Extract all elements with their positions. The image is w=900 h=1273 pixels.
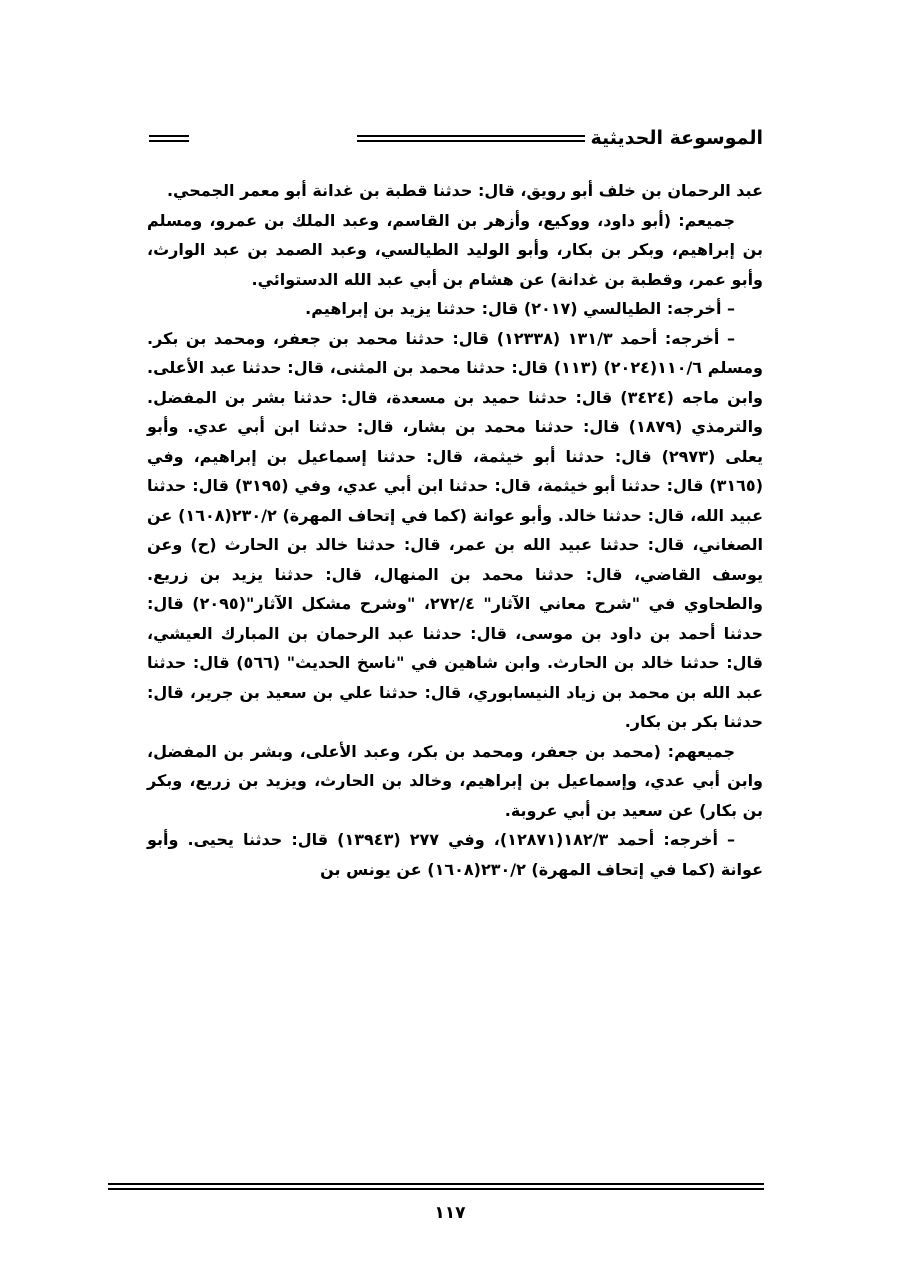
paragraph-4: – أخرجه: أحمد ١٣١/٣ (١٢٣٣٨) قال: حدثنا محمد بن جعفر، ومحمد بن بكر. ومسلم ١١٠/٦(٢٠٢٤) (١١٣) قال: حدثنا محمد بن المثنى، قال: حدثنا عبد الأعلى. وابن ماجه (٣٤٢٤) قال: حدثنا حميد بن مسعدة، قال: حدثنا بشر بن المفضل. والترمذي (١٨٧٩) قال: حدثنا محمد بن بشار، قال: حدثنا ابن أبي عدي. وأبو يعلى (٢٩٧٣) قال: حدثنا أبو خيثمة، قال: حدثنا إسماعيل بن إبراهيم، وفي (٣١٦٥) قال: حدثنا أبو خيثمة، قال: حدثنا ابن أبي عدي، وفي (٣١٩٥) قال: حدثنا عبيد الله، قال: حدثنا خالد. وأبو عوانة (كما في إتحاف المهرة) ٢٣٠/٢(١٦٠٨) عن الصغاني، قال: حدثنا عبيد الله بن عمر، قال: حدثنا خالد بن الحارث (ح) وعن يوسف القاضي، قال: حدثنا محمد بن المنهال، قال: حدثنا يزيد بن زريع. والطحاوي في "شرح معاني الآثار" ٢٧٢/٤، "وشرح مشكل الآثار"(٢٠٩٥) قال: حدثنا أحمد بن داود بن موسى، قال: حدثنا عبد الرحمان بن المبارك العيشي، قال: حدثنا خالد بن الحارث. وابن شاهين في "ناسخ الحديث" (٥٦٦) قال: حدثنا عبد الله بن محمد بن زياد النيسابوري، قال: حدثنا علي بن سعيد بن جرير، قال: حدثنا بكر بن بكار. <box>147 328 764 731</box>
header-title: الموسوعة الحديثية <box>585 126 764 150</box>
footer-rule-lower <box>108 1188 764 1190</box>
paragraph-3: – أخرجه: الطيالسي (٢٠١٧) قال: حدثنا يزيد بن إبراهيم. <box>305 299 735 318</box>
page-number: ١١٧ <box>434 1203 466 1223</box>
header-rule-left-upper <box>149 135 189 137</box>
paragraph-6: – أخرجه: أحمد ١٨٢/٣(١٢٨٧١)، وفي ٢٧٧ (١٣٩٤٣) قال: حدثنا يحيى. وأبو عوانة (كما في إتحاف المهرة) ٢٣٠/٢(١٦٠٨) عن يونس بن <box>147 830 763 879</box>
paragraph-2: جميعم: (أبو داود، ووكيع، وأزهر بن القاسم، وعبد الملك بن عمرو، ومسلم بن إبراهيم، وبكر بن بكار، وأبو الوليد الطيالسي، وعبد الصمد بن عبد الوارث، وأبو عمر، وقطبة بن غدانة) عن هشام بن أبي عبد الله الدستوائي. <box>147 210 763 289</box>
body-text <box>147 176 763 884</box>
running-header <box>149 124 763 154</box>
paragraph-1: عبد الرحمان بن خلف أبو رويق، قال: حدثنا قطبة بن غدانة أبو معمر الجمحي. <box>166 181 763 200</box>
footer-rule-upper <box>108 1183 764 1185</box>
paragraph-5: جميعهم: (محمد بن جعفر، ومحمد بن بكر، وعبد الأعلى، وبشر بن المفضل، وابن أبي عدي، وإسماعيل بن إبراهيم، وخالد بن الحارث، ويزيد بن زريع، وبكر بن بكار) عن سعيد بن أبي عروبة. <box>147 741 763 820</box>
header-rule-left-lower <box>149 140 189 142</box>
